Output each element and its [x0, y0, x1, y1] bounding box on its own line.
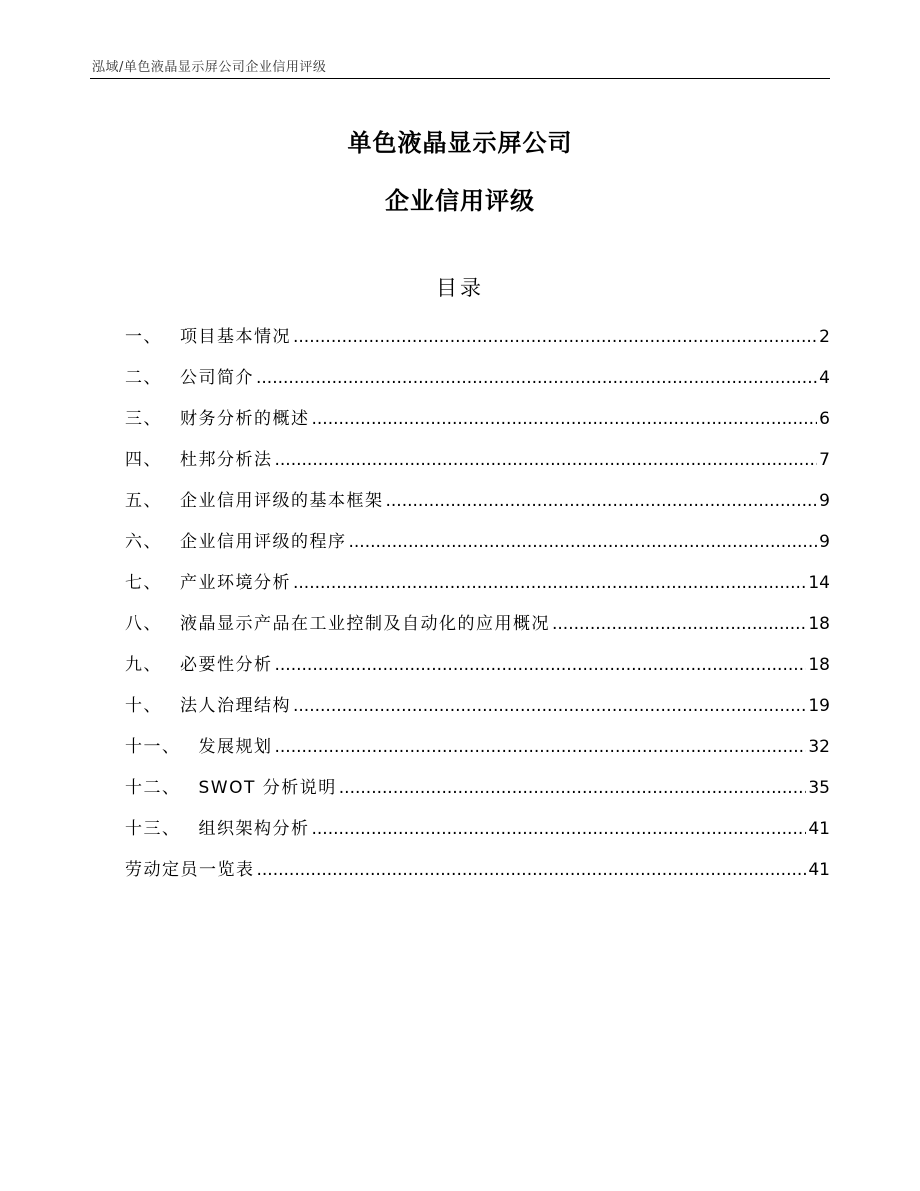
toc-dot-leader: [275, 445, 818, 475]
toc-entry[interactable]: [125, 322, 830, 363]
toc-entry-page: 32: [808, 737, 830, 757]
toc-entry-number: 七、: [125, 573, 162, 593]
toc-entry-number: 十、: [125, 696, 162, 716]
toc-entry-title: 必要性分析: [180, 655, 273, 675]
toc-entry-page: 18: [808, 614, 830, 634]
toc-dot-leader: [339, 773, 807, 803]
toc-entry-title: 企业信用评级的基本框架: [180, 491, 384, 511]
toc-dot-leader: [312, 814, 807, 844]
toc-entry-number: 四、: [125, 450, 162, 470]
toc-entry-title: 发展规划: [198, 737, 273, 757]
toc-entry-title: 液晶显示产品在工业控制及自动化的应用概况: [180, 614, 550, 634]
toc-entry-title: 财务分析的概述: [180, 409, 310, 429]
toc-entry-title: 产业环境分析: [180, 573, 291, 593]
toc-entry[interactable]: [125, 568, 830, 609]
toc-dot-leader: [312, 404, 818, 434]
toc-entry-number: 九、: [125, 655, 162, 675]
toc-dot-leader: [293, 322, 817, 352]
toc-entry-number: 一、: [125, 327, 162, 347]
toc-entry[interactable]: [125, 650, 830, 691]
toc-dot-leader: [386, 486, 818, 516]
toc-entry[interactable]: [125, 486, 830, 527]
toc-dot-leader: [256, 363, 817, 393]
toc-entry-page: 4: [819, 368, 830, 388]
toc-entry[interactable]: [125, 363, 830, 404]
toc-entry-page: 7: [819, 450, 830, 470]
toc-entry-number: 十三、: [125, 819, 181, 839]
toc-entry[interactable]: [125, 773, 830, 814]
toc-dot-leader: [552, 609, 806, 639]
document-title-line-2: 企业信用评级: [385, 187, 535, 215]
toc-entry-page: 35: [808, 778, 830, 798]
toc-dot-leader: [257, 855, 807, 885]
toc-entry-title: 法人治理结构: [180, 696, 291, 716]
toc-entry-page: 9: [819, 532, 830, 552]
toc-entry-page: 2: [819, 327, 830, 347]
toc-entry-number: 十二、: [125, 778, 181, 798]
table-of-contents: [125, 322, 830, 896]
toc-entry[interactable]: [125, 691, 830, 732]
toc-entry-page: 14: [808, 573, 830, 593]
toc-dot-leader: [275, 732, 807, 762]
toc-entry-number: 五、: [125, 491, 162, 511]
toc-entry-number: 八、: [125, 614, 162, 634]
toc-entry[interactable]: [125, 445, 830, 486]
document-title-line-1: 单色液晶显示屏公司: [347, 129, 573, 157]
header-rule: [90, 78, 830, 79]
toc-dot-leader: [275, 650, 807, 680]
toc-entry-number: 六、: [125, 532, 162, 552]
toc-entry-number: 十一、: [125, 737, 181, 757]
toc-entry-page: 19: [808, 696, 830, 716]
toc-dot-leader: [293, 568, 806, 598]
toc-entry-title: 公司简介: [180, 368, 254, 388]
toc-entry-page: 18: [808, 655, 830, 675]
toc-entry-title: 项目基本情况: [180, 327, 291, 347]
toc-heading: 目录: [436, 276, 484, 300]
toc-entry-page: 6: [819, 409, 830, 429]
toc-entry-number: 三、: [125, 409, 162, 429]
toc-entry-title: 杜邦分析法: [180, 450, 273, 470]
toc-entry[interactable]: [125, 527, 830, 568]
toc-entry[interactable]: [125, 732, 830, 773]
toc-entry-title: SWOT 分析说明: [198, 778, 337, 798]
toc-entry-page: 41: [808, 860, 830, 880]
toc-dot-leader: [293, 691, 806, 721]
toc-entry[interactable]: [125, 609, 830, 650]
toc-entry-page: 41: [808, 819, 830, 839]
toc-entry-title: 组织架构分析: [198, 819, 310, 839]
toc-entry[interactable]: [125, 855, 830, 896]
toc-entry-number: 二、: [125, 368, 162, 388]
toc-entry[interactable]: [125, 814, 830, 855]
toc-entry-title: 企业信用评级的程序: [180, 532, 347, 552]
toc-entry[interactable]: [125, 404, 830, 445]
toc-entry-title: 劳动定员一览表: [125, 860, 255, 880]
running-header: 泓域/单色液晶显示屏公司企业信用评级: [92, 60, 327, 75]
toc-dot-leader: [349, 527, 818, 557]
toc-entry-page: 9: [819, 491, 830, 511]
